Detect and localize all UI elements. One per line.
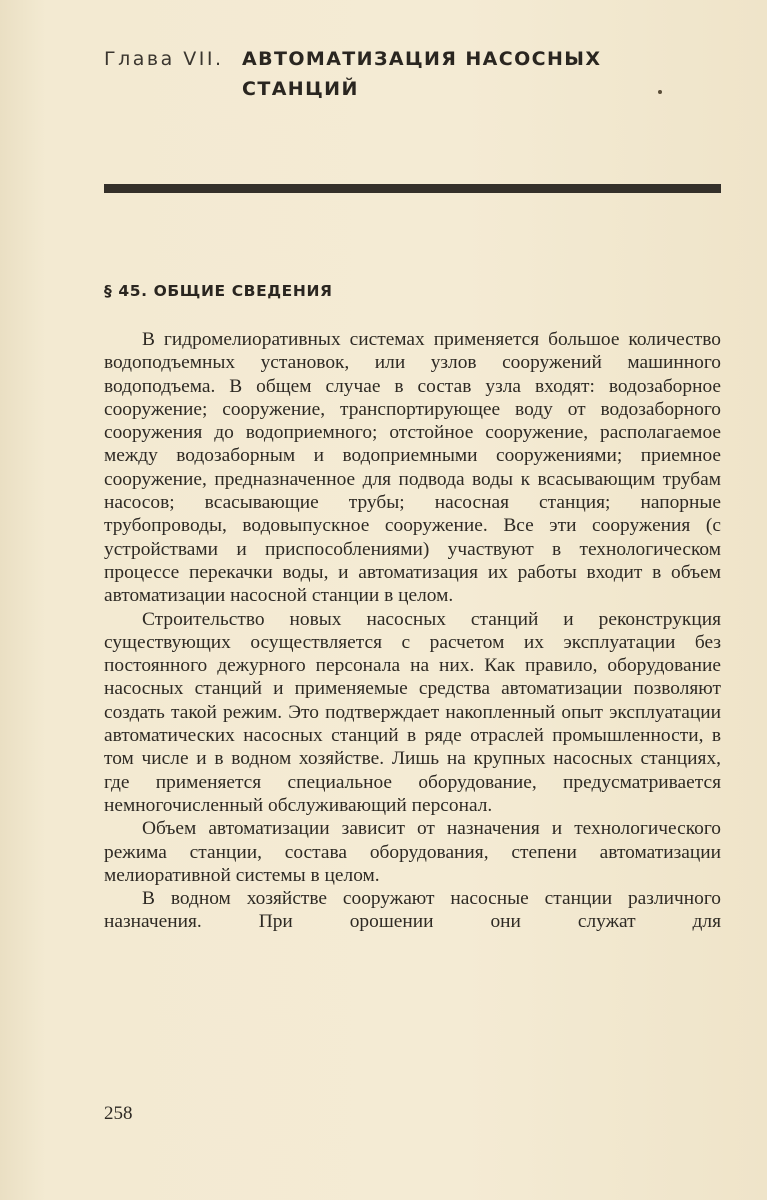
paragraph-1: В гидромелиоративных системах применяется большое количество водоподъемных установок, или узлов сооружений машинного водоподъема. В общем случае в состав узла входят: водозаборное сооружение; сооружение, транспортирующее воду от водозаборного сооружения до водоприемного; отстойное сооружение, располагаемое между водозаборным и водоприемными сооружениями; приемное сооружение, предназначенное для подвода воды к всасывающим трубам насосов; всасывающие трубы; насосная станция; напорные трубопроводы, водовыпускное сооружение. Все эти сооружения (с устройствами и приспособлениями) участвуют в технологическом процессе перекачки воды, и автоматизация их работы входит в объем автоматизации насосной станции в целом. <box>104 329 721 607</box>
section-heading: § 45. ОБЩИЕ СВЕДЕНИЯ <box>104 282 333 300</box>
paragraph-3: Объем автоматизации зависит от назначения и технологического режима станции, состава оборудования, степени автоматизации мелиоративной системы в целом. <box>104 818 721 886</box>
chapter-label: Глава VII. <box>104 48 224 70</box>
page-number: 258 <box>104 1103 133 1124</box>
paragraph-2: Строительство новых насосных станций и реконструкция существующих осуществляется с расчетом их эксплуатации без постоянного дежурного персонала на них. Как правило, оборудование насосных станций и применяемые средства автоматизации позволяют создать такой режим. Это подтверждает накопленный опыт эксплуатации автоматических насосных станций в ряде отраслей промышленности, в том числе и в водном хозяйстве. Лишь на крупных насосных станциях, где применяется специальное оборудование, предусматривается немногочисленный обслуживающий персонал. <box>104 608 721 816</box>
chapter-rule <box>104 184 721 193</box>
body-text <box>104 328 721 934</box>
chapter-title: АВТОМАТИЗАЦИЯ НАСОСНЫХ СТАНЦИЙ <box>242 48 602 100</box>
paragraph-4: В водном хозяйстве сооружают насосные станции различного назначения. При орошении они служат для <box>104 888 721 933</box>
print-speck <box>658 90 662 94</box>
